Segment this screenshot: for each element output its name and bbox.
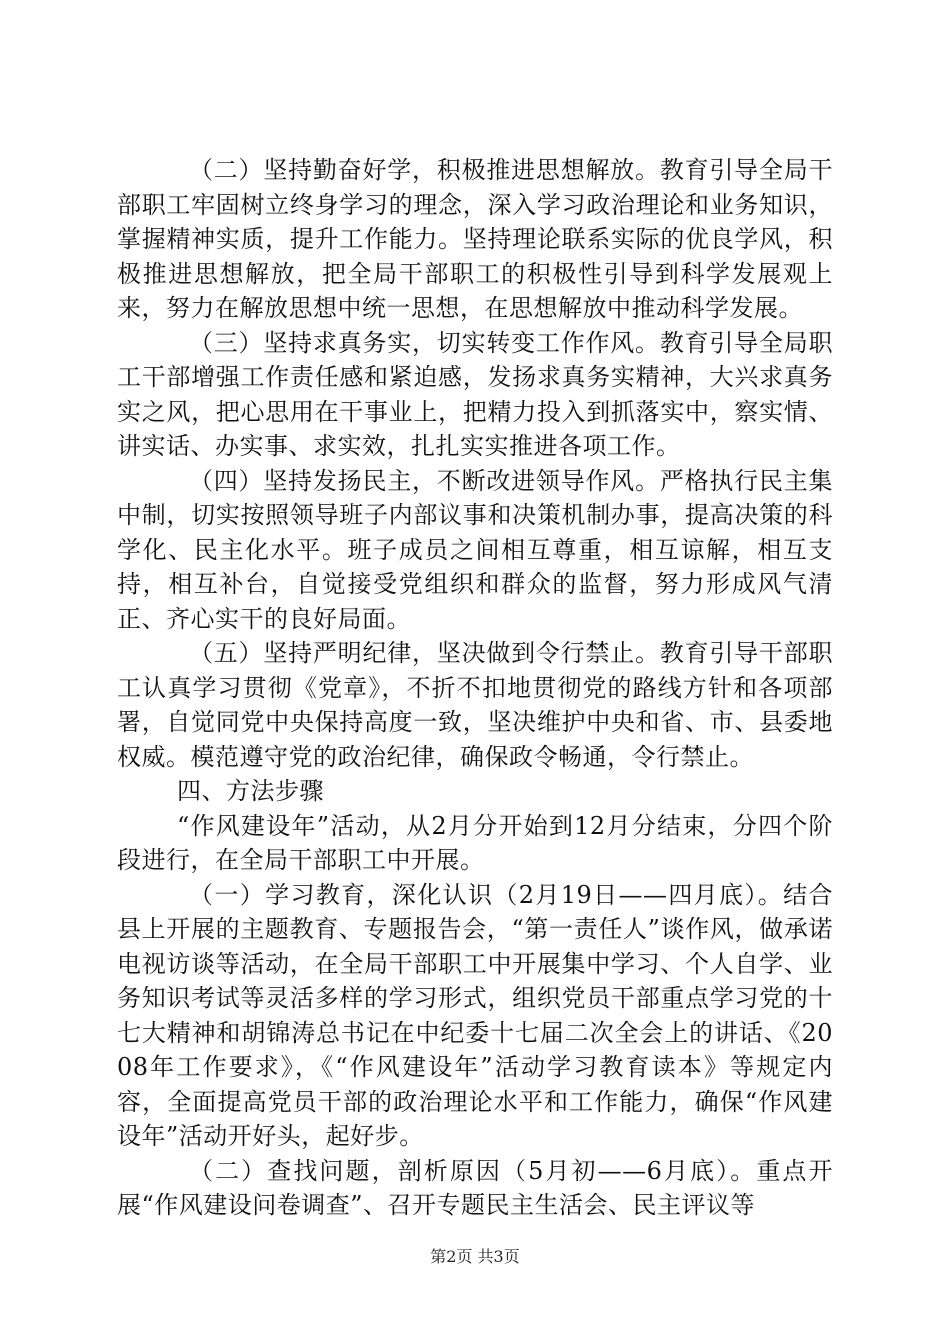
section-heading-methods: 四、方法步骤 — [177, 777, 324, 805]
paragraph-phase-2: （二）查找问题，剖析原因（5月初——6月底）。重点开展“作风建设问卷调查”、召开专题民主生活会、民主评议等 — [117, 1156, 833, 1219]
paragraph-phase-1: （一）学习教育，深化认识（2月19日——四月底）。结合县上开展的主题教育、专题报告会，“第一责任人”谈作风，做承诺电视访谈等活动，在全局干部职工中开展集中学习、个人自学、业务知识考试等灵活多样的学习形式，组织党员干部重点学习党的十七大精神和胡锦涛总书记在中纪委十七届二次全会上的讲话、《2008年工作要求》，《“作风建设年”活动学习教育读本》等规定内容，全面提高党员干部的政治理论水平和工作能力，确保“作风建设年”活动开好头，起好步。 — [117, 880, 833, 1150]
paragraph-methods-intro: “作风建设年”活动，从2月分开始到12月分结束，分四个阶段进行，在全局干部职工中开展。 — [117, 811, 833, 874]
paragraph-section-2: （二）坚持勤奋好学，积极推进思想解放。教育引导全局干部职工牢固树立终身学习的理念，深入学习政治理论和业务知识，掌握精神实质，提升工作能力。坚持理论联系实际的优良学风，积极推进思想解放，把全局干部职工的积极性引导到科学发展观上来，努力在解放思想中统一思想，在思想解放中推动科学发展。 — [117, 156, 833, 322]
document-body — [117, 153, 833, 1223]
paragraph-section-4: （四）坚持发扬民主，不断改进领导作风。严格执行民主集中制，切实按照领导班子内部议事和决策机制办事，提高决策的科学化、民主化水平。班子成员之间相互尊重，相互谅解，相互支持，相互补台，自觉接受党组织和群众的监督，努力形成风气清正、齐心实干的良好局面。 — [117, 466, 833, 633]
page-footer: 第2页 共3页 — [430, 1247, 520, 1266]
paragraph-section-5: （五）坚持严明纪律，坚决做到令行禁止。教育引导干部职工认真学习贯彻《党章》，不折不扣地贯彻党的路线方针和各项部署，自觉同党中央保持高度一致，坚决维护中央和省、市、县委地权威。模范遵守党的政治纪律，确保政令畅通，令行禁止。 — [117, 639, 833, 771]
paragraph-section-3: （三）坚持求真务实，切实转变工作作风。教育引导全局职工干部增强工作责任感和紧迫感，发扬求真务实精神，大兴求真务实之风，把心思用在干事业上，把精力投入到抓落实中，察实情、讲实话、办实事、求实效，扎扎实实推进各项工作。 — [117, 328, 833, 460]
